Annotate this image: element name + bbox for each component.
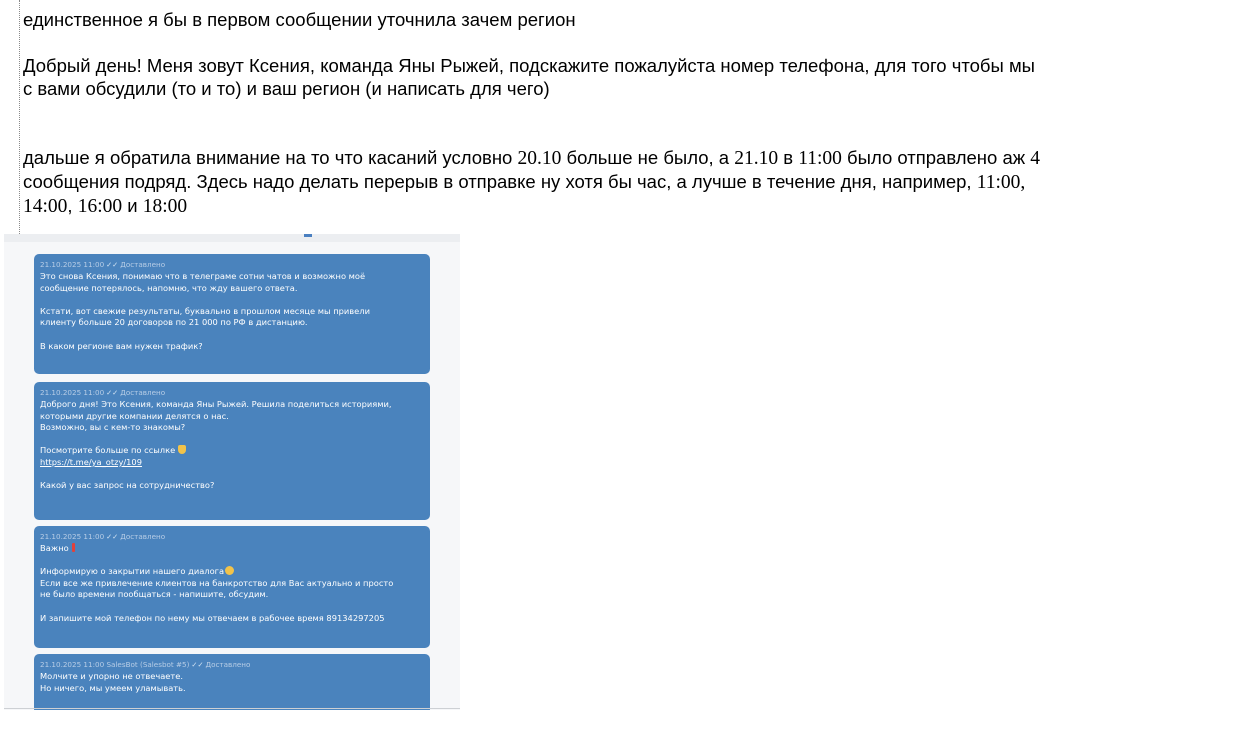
embedded-chat-screenshot bbox=[4, 234, 460, 710]
chat-top-bar bbox=[4, 234, 460, 242]
chat-message[interactable] bbox=[34, 654, 430, 710]
chat-message[interactable] bbox=[34, 382, 430, 520]
message-line: Возможно, вы с кем-то знакомы? bbox=[40, 422, 186, 433]
message-line: Доброго дня! Это Ксения, команда Яны Рыжей. Решила поделиться историями, bbox=[40, 399, 392, 409]
message-line: Это снова Ксения, понимаю что в телеграме сотни чатов и возможно моё bbox=[40, 271, 366, 281]
message-line: Какой у вас запрос на сотрудничество? bbox=[40, 480, 215, 491]
double-check-icon: ✓✓ bbox=[191, 660, 204, 669]
chat-message[interactable] bbox=[34, 526, 430, 648]
message-line: Но ничего, мы умеем уламывать. bbox=[40, 682, 186, 693]
pointing-down-icon bbox=[178, 445, 186, 454]
paragraph-region-note: единственное я бы в первом сообщении уточнила зачем регион bbox=[23, 9, 576, 30]
message-meta: 21.10.2025 11:00 ✓✓ Доставлено bbox=[40, 388, 166, 397]
double-check-icon: ✓✓ bbox=[106, 260, 119, 269]
message-meta: 21.10.2025 11:00 ✓✓ Доставлено bbox=[40, 260, 166, 269]
message-meta: 21.10.2025 11:00 SalesBot (Salesbot #5) ✓✓ Доставлено bbox=[40, 660, 251, 669]
sad-face-icon bbox=[225, 566, 234, 575]
message-line: Посмотрите больше по ссылке bbox=[40, 445, 424, 457]
scroll-marker bbox=[304, 234, 312, 237]
exclamation-icon bbox=[72, 543, 75, 552]
message-line: Молчите и упорно не отвечаете. bbox=[40, 671, 183, 681]
double-check-icon: ✓✓ bbox=[106, 532, 119, 541]
message-line: не было времени пообщаться - напишите, обсудим. bbox=[40, 589, 269, 600]
chat-bottom-border bbox=[4, 708, 460, 709]
double-check-icon: ✓✓ bbox=[106, 388, 119, 397]
chat-message[interactable] bbox=[34, 254, 430, 374]
message-line: Важно bbox=[40, 543, 424, 555]
message-line: И запишите мой телефон по нему мы отвечаем в рабочее время 89134297205 bbox=[40, 612, 385, 623]
document-left-border bbox=[19, 0, 20, 234]
message-meta: 21.10.2025 11:00 ✓✓ Доставлено bbox=[40, 532, 166, 541]
message-line: клиенту больше 20 договоров по 21 000 по РФ в дистанцию. bbox=[40, 317, 308, 328]
paragraph-timing-note: дальше я обратила внимание на то что касаний условно 20.10 больше не было, а 21.10 в 11:00 было отправлено аж 4 сообщения подряд. Здесь надо делать перерыв в отправке ну хотя бы час, а лучше в течение дня, например, 11:00, 14:00, 16:00 и 18:00 bbox=[23, 147, 1041, 217]
message-line: В каком регионе вам нужен трафик? bbox=[40, 340, 203, 351]
message-line: Если все же привлечение клиентов на банкротство для Вас актуально и просто bbox=[40, 577, 394, 588]
paragraph-greeting-example: Добрый день! Меня зовут Ксения, команда Яны Рыжей, подскажите пожалуйста номер телефона, для того чтобы мы с вами обсудили (то и то) и ваш регион (и написать для чего) bbox=[23, 55, 1035, 99]
message-line: которыми другие компании делятся о нас. bbox=[40, 410, 229, 421]
message-link[interactable]: https://t.me/ya_otzy/109 bbox=[40, 456, 142, 467]
message-line: сообщение потерялось, напомню, что жду вашего ответа. bbox=[40, 282, 298, 293]
message-line: Информирую о закрытии нашего диалога bbox=[40, 566, 424, 578]
message-line: Кстати, вот свежие результаты, буквально в прошлом месяце мы привели bbox=[40, 305, 370, 316]
